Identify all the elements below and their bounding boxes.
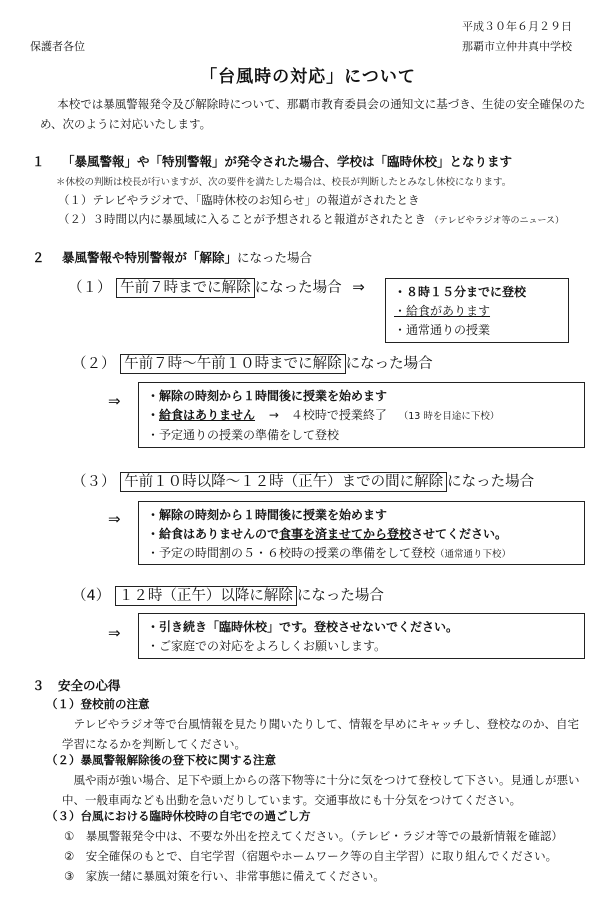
case2-line-3: ・予定通りの授業の準備をして登校 [147,428,340,442]
case3-line-3 [147,544,576,564]
case4-line-2: ・ご家庭での対応をよろしくお願いします。 [147,639,387,653]
section2-heading-pre: 暴風警報や特別警報が [62,250,188,265]
case3-suffix: になった場合 [447,474,535,490]
case3-result-box [138,501,585,565]
case2-line-2-bullet: ・ [147,408,160,422]
section3-sub1-title: （１）登校前の注意 [46,697,150,711]
document-title: 「台風時の対応」について [200,67,416,87]
case2-line-1: ・解除の時刻から１時間後に授業を始めます [147,389,388,403]
case1-suffix: になった場合 [254,280,342,296]
case4-arrow-icon: ⇒ [108,624,121,642]
case3-line-3-note: （通常通り下校） [435,549,512,560]
case2-line-2 [147,406,576,426]
case3-line-2-c: させてください。 [411,527,508,541]
case2-no-lunch: 給食はありません [159,408,256,422]
case4-line-1: ・引き続き「臨時休校」です。登校させないでください。 [147,620,459,634]
case2-boxed-condition: 午前７時〜午前１０時までに解除 [120,354,346,374]
section2-number: ２ [32,250,45,265]
section1-item-2 [58,211,564,227]
case4-result-box [138,613,585,659]
case3-line-2 [147,525,576,544]
case1-line-3: ・通常通りの授業 [394,323,491,337]
case1-result-box [385,278,569,343]
case3-line-2-a: ・給食はありませんので [147,527,280,541]
section1-item-2-text: （２）３時間以内に暴風域に入ることが予想されると報道がされたとき [58,212,426,226]
case1-number: （１） [68,280,112,296]
section2-heading [62,248,312,266]
section2-heading-post: になった場合 [237,250,313,265]
case3-eat-before-school: 食事を済ませてから登校 [279,527,412,541]
school-name: 那覇市立仲井真中学校 [462,40,572,53]
case3-heading [72,470,534,491]
section1-note: ＊休校の判断は校長が行いますが、次の要件を満たした場合は、校長が判断したとみなし休校になります。 [56,177,512,188]
case1-boxed-condition: 午前７時までに解除 [116,278,255,298]
case1-heading [68,276,365,297]
section3-sub2-title: （２）暴風警報解除後の登下校に関する注意 [46,753,276,767]
case2-suffix: になった場合 [345,356,433,372]
section3-sub2-text: 風や雨が強い場合、足下や頭上からの落下物等に十分に気をつけて登校して下さい。見通しが悪い中、一般車両なども出動を急いだりしています。交通事故にも十分気をつけてください。 [62,773,580,807]
section2-heading-quote: 「解除」 [187,250,238,265]
case1-line-1: ・８時１５分までに登校 [394,285,527,299]
section3-sub3-item-1: ① 暴風警報発令中は、不要な外出を控えてください。（テレビ・ラジオ等での最新情報を確認） [64,829,563,843]
case3-line-3-text: ・予定の時間割の５・６校時の授業の準備をして登校 [147,546,436,560]
section3-number: ３ [32,678,45,693]
case2-end-period: → ４校時で授業終了 [268,408,387,422]
case2-heading [72,352,433,373]
case3-line-1: ・解除の時刻から１時間後に授業を始めます [147,508,388,522]
case2-number: （２） [72,356,116,372]
section3-sub3-item-2: ② 安全確保のもとで、自宅学習（宿題やホームワーク等の自主学習）に取り組んでください。 [64,849,558,863]
document-date: 平成３０年６月２９日 [462,20,572,33]
section1-number: １ [32,154,45,169]
intro-paragraph: 本校では暴風警報発令及び解除時について、那覇市教育委員会の通知文に基づき、生徒の安全確保のため、次のように対応いたします。 [40,97,586,131]
section1-heading: 「暴風警報」や「特別警報」が発令された場合、学校は「臨時休校」となります [62,154,513,169]
case2-result-box [138,382,585,448]
case4-heading [72,584,384,605]
case4-number: （4） [72,588,111,604]
case1-arrow-icon: ⇒ [352,278,365,296]
case4-boxed-condition: １２時（正午）以降に解除 [115,586,297,606]
section3-sub1-text: テレビやラジオ等で台風情報を見たり聞いたりして、情報を早めにキャッチし、登校なのか、自宅学習になるかを判断してください。 [62,717,580,751]
case3-arrow-icon: ⇒ [108,510,121,528]
section3-sub3-item-3: ③ 家族一緒に暴風対策を行い、非常事態に備えてください。 [64,869,385,883]
section1-item-2-note: （テレビやラジオ等のニュース） [429,216,565,226]
case3-number: （３） [72,474,116,490]
case2-arrow-icon: ⇒ [108,392,121,410]
case4-suffix: になった場合 [296,588,384,604]
case1-line-2: ・給食があります [394,304,491,318]
section3-heading: 安全の心得 [58,678,121,693]
recipient-line: 保護者各位 [30,40,85,53]
section3-sub3-title: （３）台風における臨時休校時の自宅での過ごし方 [46,809,311,823]
case3-boxed-condition: 午前１０時以降〜１２時（正午）までの間に解除 [120,472,447,492]
case2-dismiss-note: （13 時を目途に下校） [398,411,500,422]
section1-item-1: （１）テレビやラジオで、「臨時休校のお知らせ」の報道がされたとき [58,193,420,207]
